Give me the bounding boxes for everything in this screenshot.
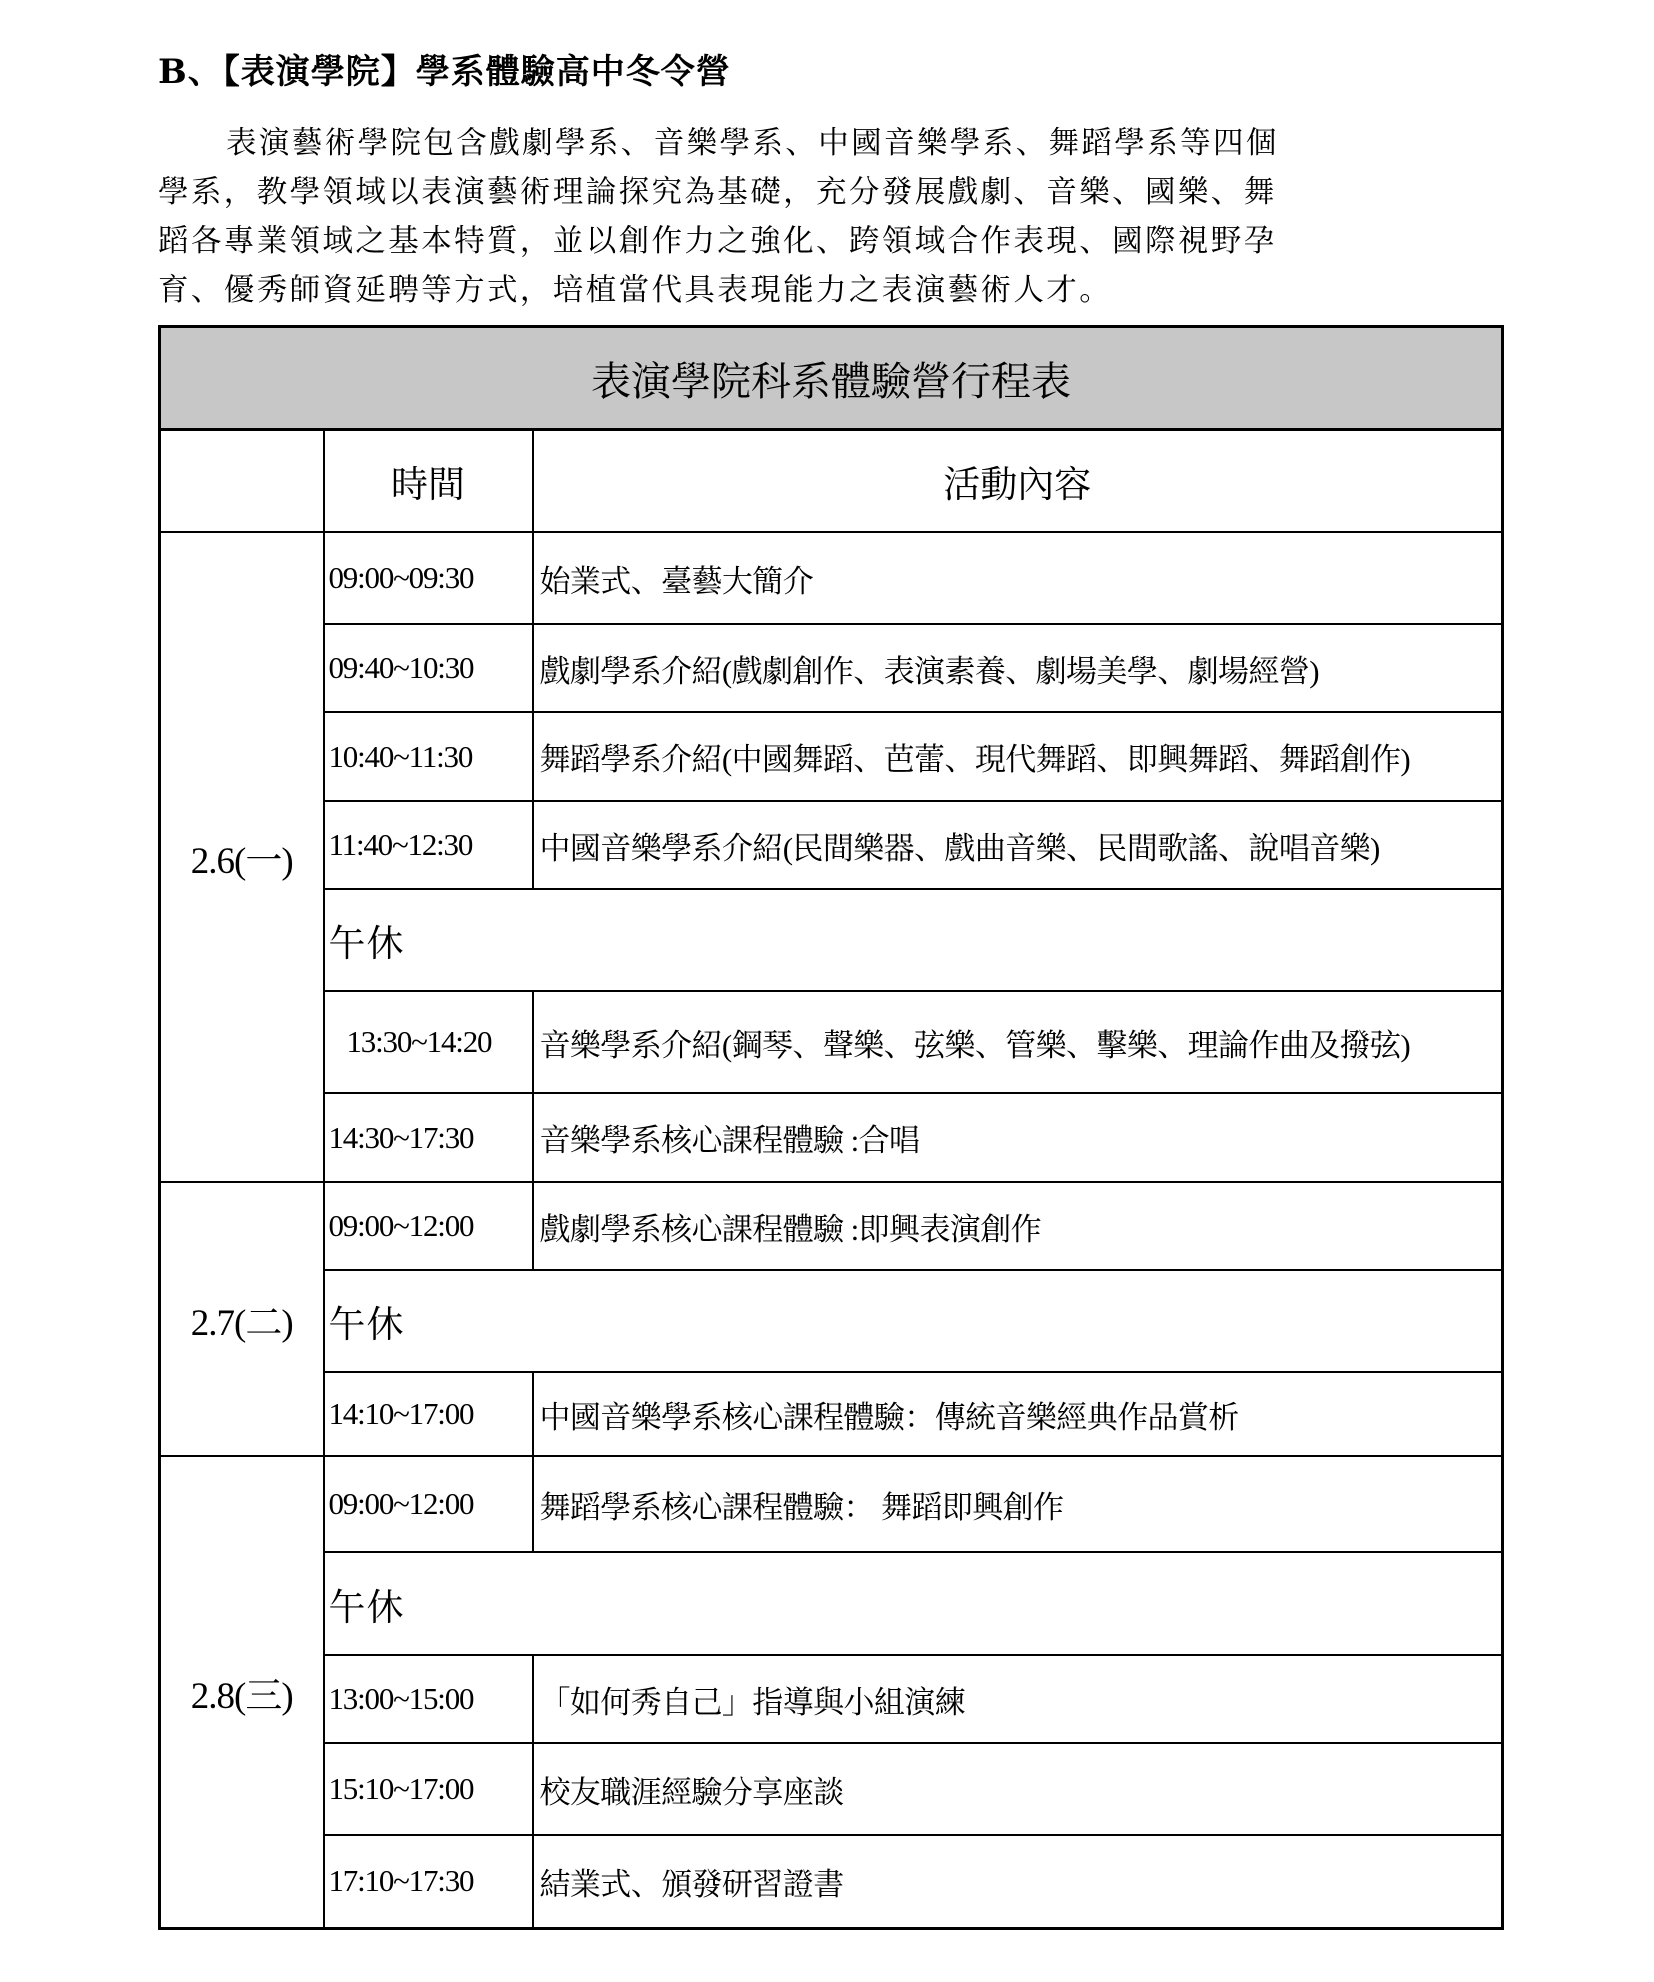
table-row [160,1743,1503,1835]
day-label: 2.8(三) [160,1456,324,1928]
activity-cell: 中國音樂學系介紹(民間樂器、戲曲音樂、民間歌謠、說唱音樂) [533,801,1503,889]
intro-paragraph [158,119,1498,315]
time-cell: 11:40~12:30 [324,801,533,889]
time-cell: 09:00~12:00 [324,1182,533,1270]
table-row [160,1372,1503,1456]
header-activity: 活動內容 [533,430,1503,533]
table-row [160,1093,1503,1182]
day-label: 2.7(二) [160,1182,324,1456]
intro-line: 學系，教學領域以表演藝術理論探究為基礎，充分發展戲劇、音樂、國樂、舞 [158,175,1277,210]
time-cell: 15:10~17:00 [324,1743,533,1835]
table-row [160,1655,1503,1743]
lunch-row [160,1552,1503,1655]
activity-cell: 結業式、頒發研習證書 [533,1835,1503,1928]
activity-cell: 校友職涯經驗分享座談 [533,1743,1503,1835]
schedule-table [158,325,1504,1930]
table-row [160,712,1503,801]
time-cell: 13:30~14:20 [324,991,533,1093]
header-day-cell [160,430,324,533]
day-label: 2.6(一) [160,532,324,1182]
table-row [160,1835,1503,1928]
time-cell: 09:00~12:00 [324,1456,533,1552]
intro-line: 表演藝術學院包含戲劇學系、音樂學系、中國音樂學系、舞蹈學系等四個 [226,126,1279,161]
lunch-break-label: 午休 [324,1552,1503,1655]
section-heading: B、【表演學院】學系體驗高中冬令營 [158,52,731,92]
table-row [160,1182,1503,1270]
activity-cell: 音樂學系介紹(鋼琴、聲樂、弦樂、管樂、擊樂、理論作曲及撥弦) [533,991,1503,1093]
table-row [160,801,1503,889]
activity-cell: 「如何秀自己」指導與小組演練 [533,1655,1503,1743]
header-time: 時間 [324,430,533,533]
activity-cell: 始業式、臺藝大簡介 [533,532,1503,624]
activity-cell: 舞蹈學系介紹(中國舞蹈、芭蕾、現代舞蹈、即興舞蹈、舞蹈創作) [533,712,1503,801]
time-cell: 14:10~17:00 [324,1372,533,1456]
table-row [160,532,1503,624]
time-cell: 13:00~15:00 [324,1655,533,1743]
activity-cell: 音樂學系核心課程體驗 :合唱 [533,1093,1503,1182]
intro-line: 蹈各專業領域之基本特質，並以創作力之強化、跨領域合作表現、國際視野孕 [158,224,1277,259]
schedule-title-row [160,327,1503,430]
activity-cell: 戲劇學系核心課程體驗 :即興表演創作 [533,1182,1503,1270]
time-cell: 09:00~09:30 [324,532,533,624]
activity-cell: 中國音樂學系核心課程體驗：傳統音樂經典作品賞析 [533,1372,1503,1456]
lunch-row [160,889,1503,991]
table-row [160,624,1503,712]
activity-cell: 舞蹈學系核心課程體驗： 舞蹈即興創作 [533,1456,1503,1552]
table-row [160,991,1503,1093]
schedule-title: 表演學院科系體驗營行程表 [160,327,1503,430]
time-cell: 09:40~10:30 [324,624,533,712]
intro-line: 育、優秀師資延聘等方式，培植當代具表現能力之表演藝術人才。 [158,273,1113,308]
lunch-row [160,1270,1503,1372]
lunch-break-label: 午休 [324,889,1503,991]
time-cell: 10:40~11:30 [324,712,533,801]
table-row [160,1456,1503,1552]
time-cell: 17:10~17:30 [324,1835,533,1928]
time-cell: 14:30~17:30 [324,1093,533,1182]
activity-cell: 戲劇學系介紹(戲劇創作、表演素養、劇場美學、劇場經營) [533,624,1503,712]
schedule-header-row [160,430,1503,533]
lunch-break-label: 午休 [324,1270,1503,1372]
